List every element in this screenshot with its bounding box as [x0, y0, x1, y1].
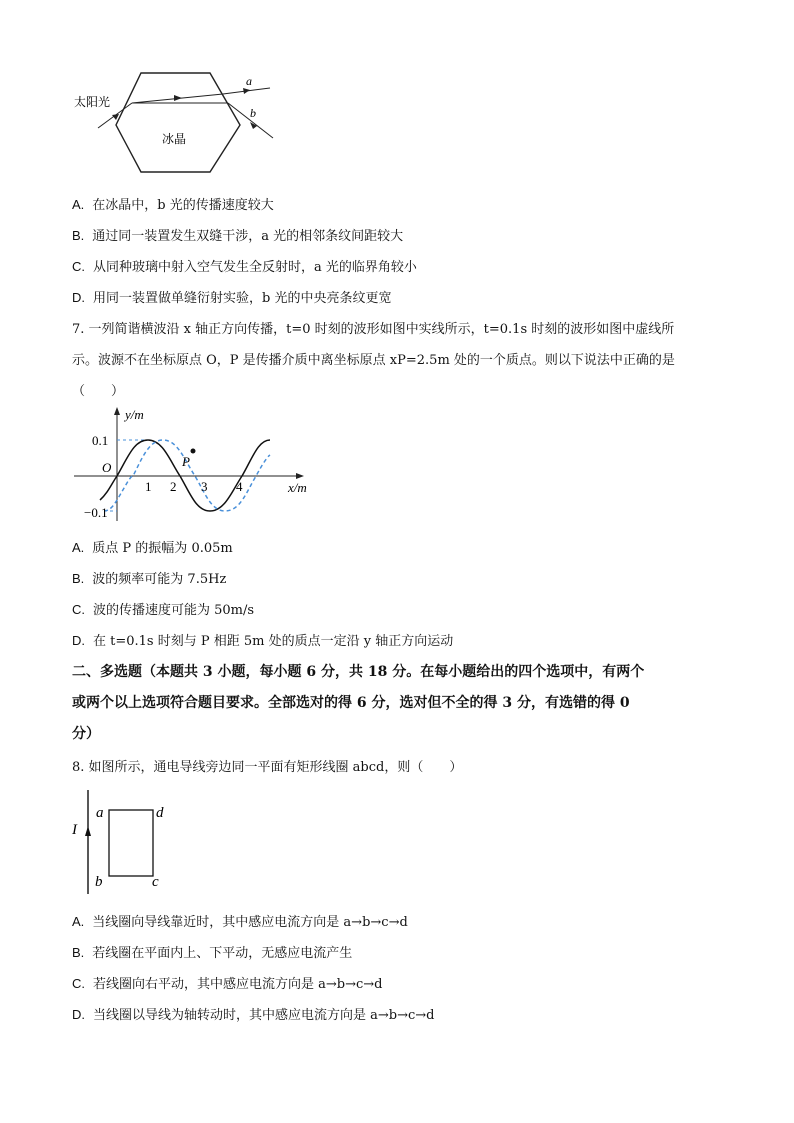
x-tick-2: 2 — [170, 479, 177, 494]
q6-option-d: D. 用同一装置做单缝衍射实验，b 光的中央亮条纹更宽 — [72, 290, 392, 306]
point-p — [191, 449, 196, 454]
y-axis-arrow — [114, 407, 120, 415]
x-axis-label: x/m — [288, 480, 307, 495]
label-c: c — [152, 874, 159, 890]
label-ray-a: a — [246, 74, 252, 88]
wave-graph — [70, 405, 320, 525]
section2-line1: 二、多选题（本题共 3 小题，每小题 6 分，共 18 分。在每小题给出的四个选项中，有两个 — [72, 664, 645, 680]
q7-stem-line3: （ ） — [72, 384, 125, 399]
q8-stem: 8. 如图所示，通电导线旁边同一平面有矩形线圈 abcd，则（ ） — [72, 760, 463, 775]
rectangular-coil — [109, 810, 153, 876]
q6-option-b: B. 通过同一装置发生双缝干涉，a 光的相邻条纹间距较大 — [72, 228, 404, 244]
origin-label: O — [102, 460, 112, 475]
ice-crystal-figure — [70, 68, 290, 178]
x-axis-arrow — [296, 473, 304, 479]
x-tick-3: 3 — [201, 479, 208, 494]
q7-stem-line1: 7. 一列简谐横波沿 x 轴正方向传播，t=0 时刻的波形如图中实线所示，t=0.1s 时刻的波形如图中虚线所 — [72, 322, 675, 337]
q8-option-d: D. 当线圈以导线为轴转动时，其中感应电流方向是 a→b→c→d — [72, 1007, 435, 1023]
q7-option-d: D. 在 t=0.1s 时刻与 P 相距 5m 处的质点一定沿 y 轴正方向运动 — [72, 633, 454, 649]
y-axis-label: y/m — [125, 407, 144, 422]
hexagon-crystal — [116, 73, 240, 172]
q7-option-c: C. 波的传播速度可能为 50m/s — [72, 602, 255, 618]
label-current: I — [72, 822, 77, 838]
arrowhead-mid — [174, 95, 182, 101]
q8-option-a: A. 当线圈向导线靠近时，其中感应电流方向是 a→b→c→d — [72, 914, 408, 930]
label-ray-b: b — [250, 106, 256, 120]
x-tick-4: 4 — [236, 479, 243, 494]
x-tick-1: 1 — [145, 479, 152, 494]
q7-option-a: A. 质点 P 的振幅为 0.05m — [72, 540, 233, 556]
label-p: P — [182, 454, 190, 469]
label-ice-crystal: 冰晶 — [162, 132, 187, 146]
label-d: d — [156, 805, 164, 821]
y-bottom-label: −0.1 — [84, 505, 108, 520]
section2-line3: 分） — [72, 726, 100, 742]
section2-line2: 或两个以上选项符合题目要求。全部选对的得 6 分，选对但不全的得 3 分，有选错的得 0 — [72, 695, 630, 711]
q7-stem-line2: 示。波源不在坐标原点 O，P 是传播介质中离坐标原点 xP=2.5m 处的一个质点。则以下说法中正确的是 — [72, 353, 675, 368]
label-a: a — [96, 805, 104, 821]
coil-figure — [70, 786, 190, 898]
q6-option-c: C. 从同种玻璃中射入空气发生全反射时，a 光的临界角较小 — [72, 259, 417, 275]
q7-option-b: B. 波的频率可能为 7.5Hz — [72, 571, 227, 587]
label-b: b — [95, 874, 103, 890]
q6-option-a: A. 在冰晶中，b 光的传播速度较大 — [72, 197, 274, 213]
label-sunlight: 太阳光 — [74, 95, 111, 109]
current-arrow — [85, 826, 91, 836]
y-top-label: 0.1 — [92, 433, 109, 448]
q8-option-c: C. 若线圈向右平动，其中感应电流方向是 a→b→c→d — [72, 976, 383, 992]
q8-option-b: B. 若线圈在平面内上、下平动，无感应电流产生 — [72, 945, 353, 961]
